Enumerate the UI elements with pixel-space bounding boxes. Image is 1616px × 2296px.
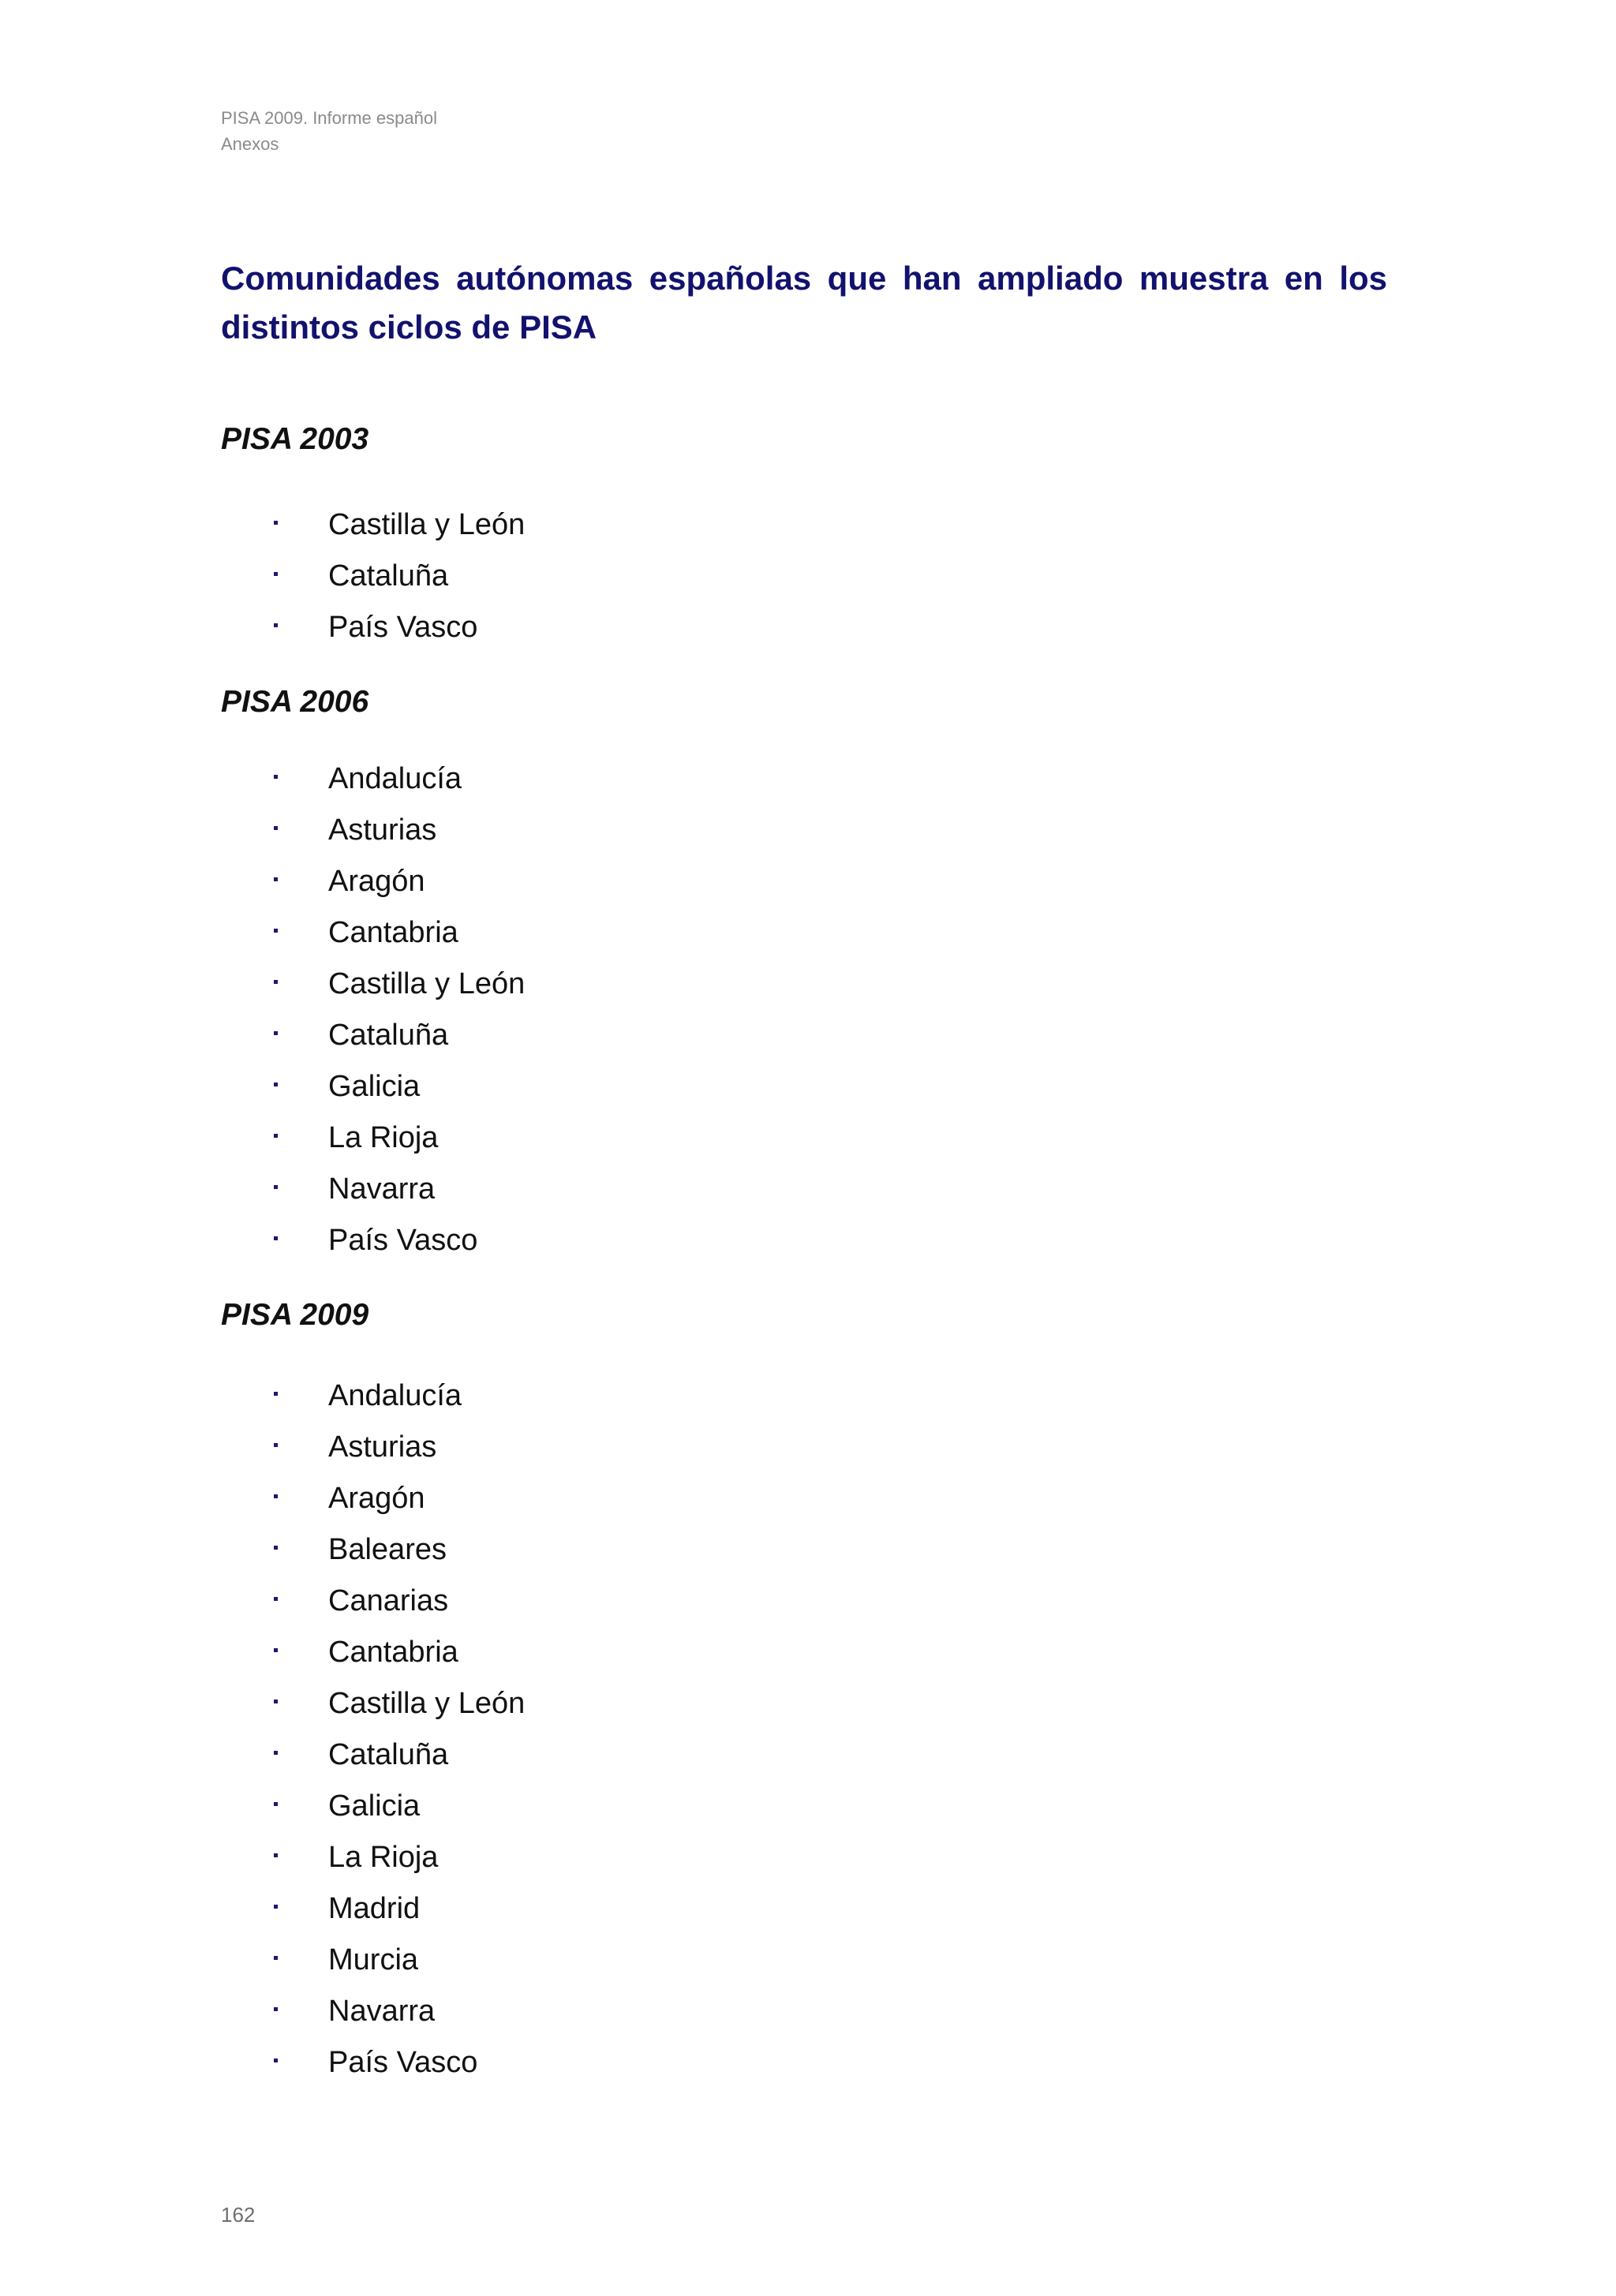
running-header-section: Anexos [221, 134, 279, 154]
bullet-icon [274, 2007, 278, 2011]
bullet-icon [274, 826, 278, 830]
bullet-icon [274, 1494, 278, 1498]
bullet-icon [274, 1134, 278, 1138]
bullet-icon [274, 929, 278, 933]
bullet-icon [274, 521, 278, 525]
bullet-icon [274, 1751, 278, 1755]
bullet-icon [274, 775, 278, 779]
bullet-icon [274, 1443, 278, 1447]
bullet-icon [274, 1597, 278, 1601]
section-heading-pisa-2009: PISA 2009 [221, 1298, 369, 1332]
bullet-icon [274, 1648, 278, 1652]
bullet-icon [274, 2059, 278, 2062]
bullet-icon [274, 1392, 278, 1396]
bullet-icon [274, 1031, 278, 1035]
bullet-icon [274, 572, 278, 576]
page-title: Comunidades autónomas españolas que han ampliado muestra en los distintos ciclos de PISA [221, 260, 1387, 346]
bullet-icon [274, 1853, 278, 1857]
bullet-icon [274, 1083, 278, 1086]
bullet-icon [274, 877, 278, 881]
running-header-title: PISA 2009. Informe español [221, 108, 437, 128]
page-number: 162 [221, 2203, 256, 2227]
bullet-icon [274, 1236, 278, 1240]
bullet-icon [274, 623, 278, 627]
bullet-icon [274, 1956, 278, 1960]
bullet-icon [274, 1546, 278, 1550]
bullet-icon [274, 1185, 278, 1189]
bullet-icon [274, 1700, 278, 1703]
section-heading-pisa-2006: PISA 2006 [221, 685, 369, 719]
bullet-icon [274, 1905, 278, 1909]
bullet-icon [274, 980, 278, 984]
bullet-icon [274, 1802, 278, 1806]
section-heading-pisa-2003: PISA 2003 [221, 422, 369, 456]
